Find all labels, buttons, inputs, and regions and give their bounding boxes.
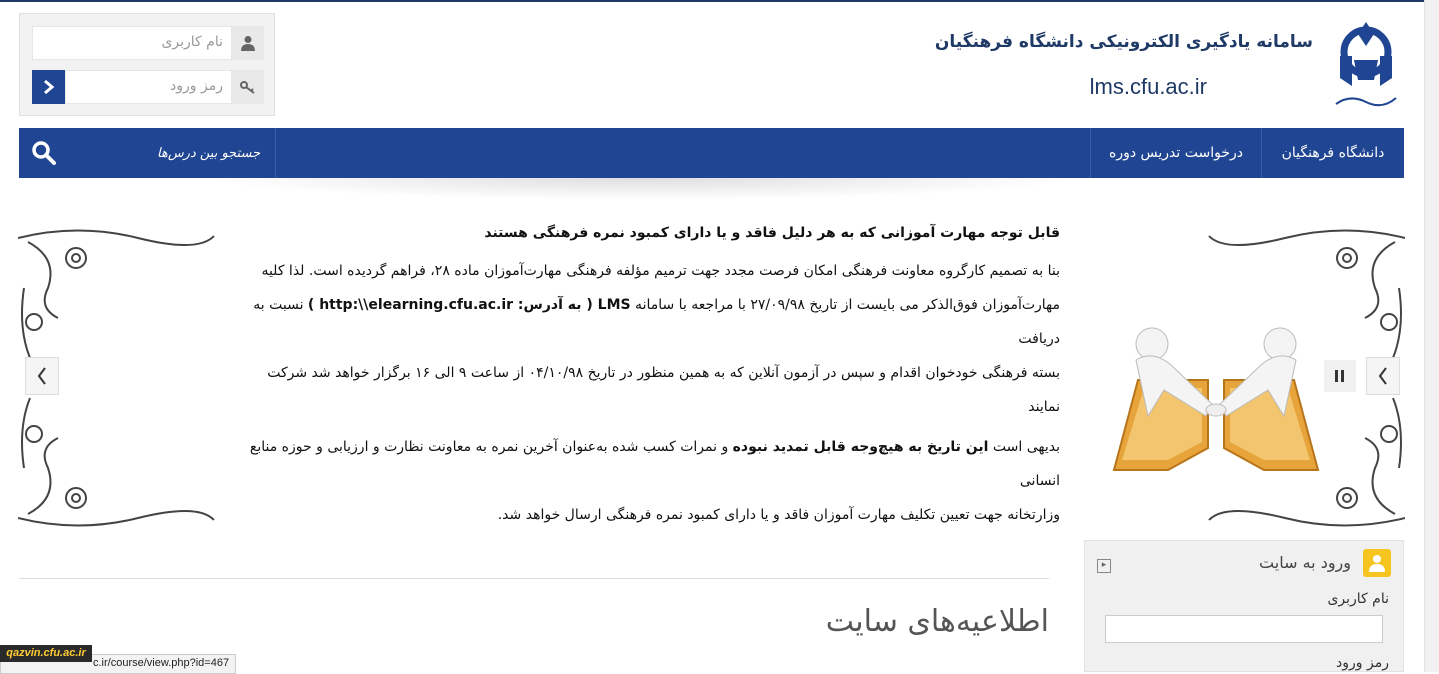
slide-paragraph-line: وزارتخانه جهت تعیین تکلیف مهارت آموزان فاقد و یا دارای کمبود نمره فرهنگی ارسال خواهد شد. xyxy=(497,507,1060,523)
login-submit-button[interactable] xyxy=(32,70,65,104)
slider-pause-button[interactable] xyxy=(1324,360,1356,392)
vertical-scrollbar[interactable] xyxy=(1424,0,1439,672)
chevron-right-icon xyxy=(42,79,56,95)
slide-content xyxy=(210,216,1060,532)
nav-item-farhangian-university[interactable]: دانشگاه فرهنگیان xyxy=(1281,145,1385,161)
main-navbar xyxy=(19,128,1404,178)
user-icon xyxy=(232,26,264,60)
top-border xyxy=(0,0,1425,2)
slider-prev-button[interactable] xyxy=(25,357,59,395)
slide-emphasis: این تاریخ به هیچ‌وجه قابل تمدید نبوده xyxy=(732,439,989,455)
username-input[interactable]: نام کاربری xyxy=(32,26,232,60)
site-url[interactable]: lms.cfu.ac.ir xyxy=(1089,74,1207,99)
university-logo[interactable] xyxy=(1330,16,1402,114)
slide-paragraph-line: بنا به تصمیم کارگروه معاونت فرهنگی امکان فرصت مجدد جهت ترمیم مؤلفه فرهنگی مهارت‌آموزان ماده ۲۸، فراهم گردیده است. لذا کلیه xyxy=(261,263,1060,279)
quick-login-form xyxy=(19,13,275,116)
nav-divider xyxy=(1261,128,1262,178)
slide-paragraph-line xyxy=(210,430,1060,498)
status-bar-url: c.ir/course/view.php?id=467 xyxy=(0,654,236,674)
navbar-shadow xyxy=(200,178,1080,200)
pause-icon xyxy=(1335,370,1345,382)
slide-text-segment: نسبت به دریافت xyxy=(253,297,1060,347)
user-icon xyxy=(1363,549,1391,577)
course-search-label[interactable]: جستجو بین درس‌ها xyxy=(157,145,261,161)
block-username-input[interactable] xyxy=(1105,615,1383,643)
nav-item-teaching-request[interactable]: درخواست تدریس دوره xyxy=(1109,145,1243,161)
lms-address[interactable]: LMS ( به آدرس: http:\\elearning.cfu.ac.ir ) xyxy=(307,297,631,313)
handshake-laptops-illustration xyxy=(1108,320,1324,476)
password-label: رمز ورود xyxy=(1336,655,1389,671)
nav-divider xyxy=(275,128,276,178)
password-input[interactable]: رمز ورود xyxy=(65,70,232,104)
key-icon xyxy=(232,70,264,104)
section-divider xyxy=(19,578,1049,579)
login-block xyxy=(1084,540,1404,672)
username-label: نام کاربری xyxy=(1327,591,1389,607)
slide-paragraph-line: نمایند xyxy=(1028,399,1060,415)
dock-block-icon[interactable]: ▸ xyxy=(1097,559,1111,573)
slide-heading: قابل توجه مهارت آموزانی که به هر دلیل فاقد و یا دارای کمبود نمره فرهنگی هستند xyxy=(484,225,1060,241)
announcements-title[interactable]: اطلاعیه‌های سایت xyxy=(825,604,1049,639)
slide-paragraph-line: بسته فرهنگی خودخوان اقدام و سپس در آزمون آنلاین که به همین منظور در تاریخ ۰۴/۱۰/۹۸ از ساعت ۹ الی ۱۶ برگزار خواهد شد شرکت xyxy=(267,365,1060,381)
slide-text-segment: و نمرات کسب شده به‌عنوان آخرین نمره به معاونت نظارت و ارزیابی و حوزه منابع انسانی xyxy=(249,439,1060,489)
site-watermark: qazvin.cfu.ac.ir xyxy=(0,645,92,662)
chevron-left-icon xyxy=(36,366,48,386)
site-title: سامانه یادگیری الکترونیکی دانشگاه فرهنگیان xyxy=(934,32,1313,52)
chevron-right-icon xyxy=(1377,366,1389,386)
slide-paragraph-line xyxy=(210,288,1060,356)
slide-text-segment: بدیهی است xyxy=(988,439,1060,455)
login-block-title: ورود به سایت xyxy=(1259,553,1351,572)
nav-divider xyxy=(1090,128,1091,178)
search-icon[interactable] xyxy=(31,140,57,166)
slide-text-segment: مهارت‌آموزان فوق‌الذکر می بایست از تاریخ ۲۷/۰۹/۹۸ با مراجعه با سامانه xyxy=(630,297,1060,313)
slider-next-button[interactable] xyxy=(1366,357,1400,395)
